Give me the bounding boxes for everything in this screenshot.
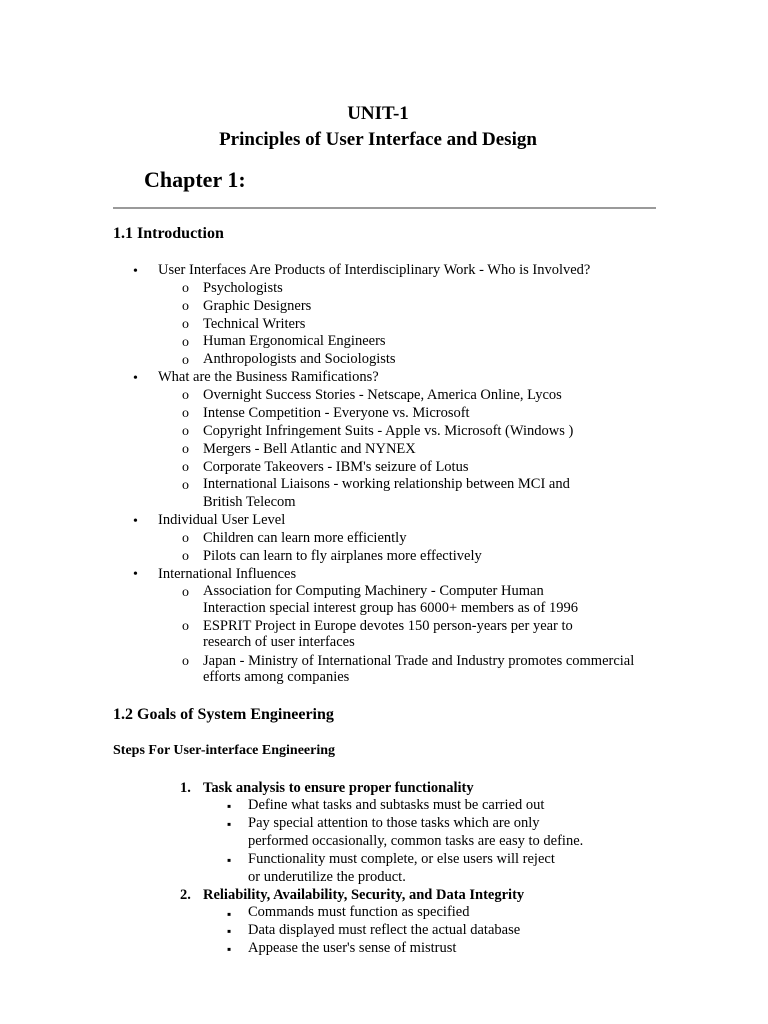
- sub-list-item: Technical Writers: [203, 316, 306, 332]
- square-bullet-marker: ▪: [227, 817, 232, 831]
- sub-list-item: ESPRIT Project in Europe devotes 150 person-years per year to: [203, 618, 573, 634]
- horizontal-rule: [113, 207, 656, 209]
- sub-bullet-marker: o: [182, 460, 189, 475]
- sub-bullet-marker: o: [182, 335, 189, 350]
- sub-list-item: Graphic Designers: [203, 298, 312, 314]
- sub-bullet-marker: o: [182, 424, 189, 439]
- sub-bullet-marker: o: [182, 654, 189, 669]
- unit-title: UNIT-1: [347, 103, 409, 124]
- list-item: What are the Business Ramifications?: [158, 369, 379, 385]
- sub-list-item: International Liaisons - working relationship between MCI and: [203, 476, 570, 492]
- sub-bullet-marker: o: [182, 531, 189, 546]
- square-bullet-marker: ▪: [227, 853, 232, 867]
- sub-list-item: Japan - Ministry of International Trade and Industry promotes commercial: [203, 653, 635, 669]
- step-sub-item-continuation: or underutilize the product.: [248, 869, 406, 885]
- sub-bullet-marker: o: [182, 478, 189, 493]
- bullet-marker: •: [133, 514, 138, 529]
- sub-list-item: Copyright Infringement Suits - Apple vs. Microsoft (Windows ): [203, 423, 574, 439]
- page-subtitle: Principles of User Interface and Design: [219, 129, 537, 150]
- sub-list-item: Psychologists: [203, 280, 283, 296]
- sub-bullet-marker: o: [182, 317, 189, 332]
- sub-list-item-continuation: research of user interfaces: [203, 634, 355, 650]
- step-sub-item-continuation: performed occasionally, common tasks are easy to define.: [248, 833, 584, 849]
- sub-bullet-marker: o: [182, 442, 189, 457]
- sub-list-item: Corporate Takeovers - IBM's seizure of Lotus: [203, 459, 469, 475]
- sub-bullet-marker: o: [182, 619, 189, 634]
- subsection-heading: Steps For User-interface Engineering: [113, 743, 336, 758]
- step-title: Reliability, Availability, Security, and Data Integrity: [203, 887, 525, 903]
- bullet-marker: •: [133, 371, 138, 386]
- square-bullet-marker: ▪: [227, 799, 232, 813]
- bullet-marker: •: [133, 264, 138, 279]
- sub-bullet-marker: o: [182, 299, 189, 314]
- sub-list-item-continuation: British Telecom: [203, 494, 296, 510]
- bullet-marker: •: [133, 567, 138, 582]
- sub-bullet-marker: o: [182, 406, 189, 421]
- sub-list-item: Pilots can learn to fly airplanes more effectively: [203, 548, 482, 564]
- step-title: Task analysis to ensure proper functionality: [203, 780, 474, 796]
- square-bullet-marker: ▪: [227, 924, 232, 938]
- sub-bullet-marker: o: [182, 353, 189, 368]
- section-heading-goals: 1.2 Goals of System Engineering: [113, 706, 334, 723]
- sub-bullet-marker: o: [182, 549, 189, 564]
- section-heading-introduction: 1.1 Introduction: [113, 225, 224, 242]
- list-item: Individual User Level: [158, 512, 286, 528]
- list-item: User Interfaces Are Products of Interdisciplinary Work - Who is Involved?: [158, 262, 591, 278]
- sub-bullet-marker: o: [182, 388, 189, 403]
- step-sub-item: Functionality must complete, or else users will reject: [248, 851, 555, 867]
- step-number: 2.: [180, 887, 191, 903]
- sub-list-item: Anthropologists and Sociologists: [203, 351, 396, 367]
- step-sub-item: Define what tasks and subtasks must be carried out: [248, 797, 545, 813]
- list-item: International Influences: [158, 566, 297, 582]
- sub-bullet-marker: o: [182, 585, 189, 600]
- square-bullet-marker: ▪: [227, 942, 232, 956]
- square-bullet-marker: ▪: [227, 907, 232, 921]
- chapter-heading: Chapter 1:: [144, 167, 246, 192]
- sub-list-item: Children can learn more efficiently: [203, 530, 407, 546]
- step-number: 1.: [180, 780, 191, 796]
- sub-list-item: Human Ergonomical Engineers: [203, 333, 386, 349]
- sub-list-item: Overnight Success Stories - Netscape, America Online, Lycos: [203, 387, 562, 403]
- step-sub-item: Data displayed must reflect the actual database: [248, 922, 521, 938]
- step-sub-item: Pay special attention to those tasks which are only: [248, 815, 540, 831]
- sub-list-item-continuation: efforts among companies: [203, 669, 350, 685]
- step-sub-item: Appease the user's sense of mistrust: [248, 940, 457, 956]
- sub-list-item: Intense Competition - Everyone vs. Microsoft: [203, 405, 470, 421]
- sub-bullet-marker: o: [182, 281, 189, 296]
- step-sub-item: Commands must function as specified: [248, 904, 470, 920]
- sub-list-item: Mergers - Bell Atlantic and NYNEX: [203, 441, 416, 457]
- sub-list-item-continuation: Interaction special interest group has 6000+ members as of 1996: [203, 600, 579, 616]
- sub-list-item: Association for Computing Machinery - Computer Human: [203, 583, 544, 599]
